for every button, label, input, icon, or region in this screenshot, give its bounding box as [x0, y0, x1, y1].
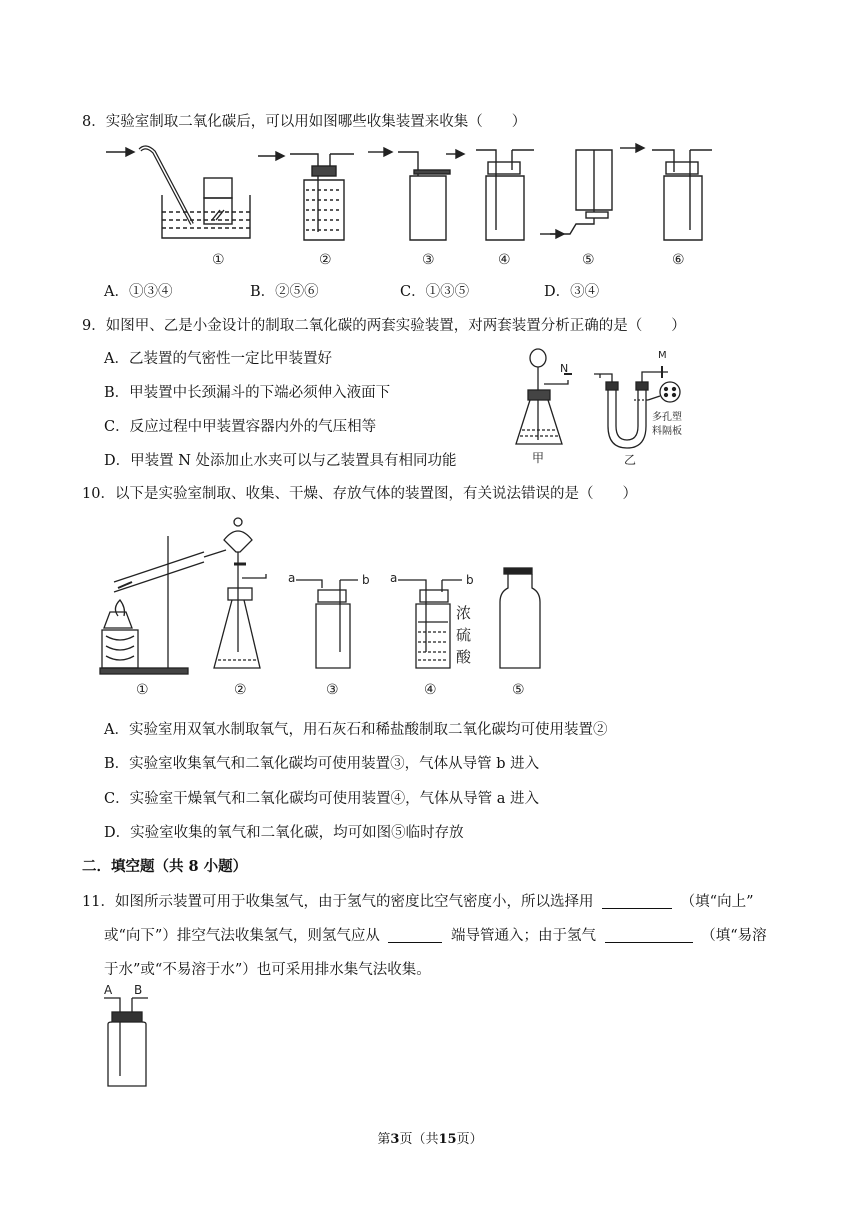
fig-label: ① [136, 682, 149, 698]
fig-label: ② [234, 682, 247, 698]
q11-line1-text-b: （填“向上” [680, 894, 754, 910]
arrow-icon [106, 148, 134, 156]
fig-label: ④ [498, 252, 511, 268]
q8-option-c[interactable]: C．①③⑤ [400, 284, 470, 300]
footer-mid: 页（共 [399, 1132, 439, 1147]
apparatus-5-covered-bottle [500, 568, 540, 668]
q11-line1-text-a: 11．如图所示装置可用于收集氢气，由于氢气的密度比空气密度小，所以选择用 [82, 894, 594, 910]
fig-label: ① [212, 252, 225, 268]
tube-b-label: b [362, 573, 370, 587]
fig-label: ⑤ [512, 682, 525, 698]
q11-line2-text-b: 端导管通入；由于氢气 [451, 928, 597, 944]
acid-label-2: 硫 [456, 626, 472, 644]
q11-line2-text-a: 或“向下”）排空气法收集氢气，则氢气应从 [104, 928, 380, 944]
apparatus-3-bottle-glass-plate [398, 152, 450, 240]
q11-line2 [104, 924, 767, 945]
fig-label: ⑥ [672, 252, 685, 268]
acid-label-3: 酸 [456, 648, 472, 666]
label-porous-plate-1: 多孔塑 [652, 412, 682, 423]
page-footer [0, 1128, 860, 1147]
apparatus-4-acid-bottle [398, 580, 462, 668]
label-m: M [658, 350, 667, 361]
footer-page-number: 3 [390, 1132, 400, 1147]
q9-option-d[interactable]: D．甲装置 N 处添加止水夹可以与乙装置具有相同功能 [104, 453, 457, 469]
label-b: B [134, 983, 143, 997]
arrow-icon [258, 152, 284, 160]
label-n: N [560, 362, 569, 375]
q8-option-d[interactable]: D．③④ [544, 284, 600, 300]
q10-option-a[interactable]: A．实验室用双氧水制取氧气，用石灰石和稀盐酸制取二氧化碳均可使用装置② [104, 722, 608, 738]
q9-option-c[interactable]: C．反应过程中甲装置容器内外的气压相等 [104, 419, 377, 435]
q10-option-d[interactable]: D．实验室收集的氧气和二氧化碳，均可如图⑤临时存放 [104, 825, 464, 841]
fig-label: ④ [424, 682, 437, 698]
q11-blank-2[interactable] [388, 928, 442, 944]
q8-option-b[interactable]: B．②⑤⑥ [250, 284, 319, 300]
label-a: A [104, 983, 113, 997]
q11-line2-text-c: （填“易溶 [701, 928, 767, 944]
q9-option-b[interactable]: B．甲装置中长颈漏斗的下端必须伸入液面下 [104, 385, 391, 401]
section-title: 二．填空题（共 8 小题） [82, 858, 248, 875]
footer-total-pages: 15 [438, 1132, 457, 1147]
q11-figure [96, 982, 160, 1092]
apparatus-2-bottle-water [290, 154, 354, 240]
label-yi: 乙 [624, 453, 637, 467]
tube-a-label: a [288, 571, 296, 585]
q8-figure [100, 140, 720, 270]
q11-blank-3[interactable] [605, 928, 693, 944]
arrow-icon [368, 148, 392, 156]
q8-option-a[interactable]: A．①③④ [104, 284, 173, 300]
footer-post: 页） [456, 1132, 483, 1147]
q9-stem: 9．如图甲、乙是小金设计的制取二氧化碳的两套实验装置，对两套装置分析正确的是（ ） [82, 318, 686, 334]
q11-line3: 于水”或“不易溶于水”）也可采用排水集气法收集。 [104, 962, 431, 978]
apparatus-2-separatory-funnel [214, 518, 266, 668]
apparatus-5-inverted-bottle [540, 144, 644, 238]
arrow-icon [446, 150, 464, 158]
label-porous-plate-2: 料隔板 [652, 426, 682, 437]
q9-option-a[interactable]: A．乙装置的气密性一定比甲装置好 [104, 351, 332, 367]
label-jia: 甲 [532, 451, 545, 465]
q10-stem: 10．以下是实验室制取、收集、干燥、存放气体的装置图，有关说法错误的是（ ） [82, 486, 637, 502]
footer-pre: 第 [377, 1132, 391, 1147]
fig-label: ② [319, 252, 332, 268]
tube-a-label: a [390, 571, 398, 585]
q8-stem: 8．实验室制取二氧化碳后，可以用如图哪些收集装置来收集（ ） [82, 114, 527, 130]
q10-option-b[interactable]: B．实验室收集氧气和二氧化碳均可使用装置③，气体从导管 b 进入 [104, 756, 540, 772]
fig-label: ③ [422, 252, 435, 268]
q11-blank-1[interactable] [602, 894, 672, 910]
apparatus-1-heating [100, 536, 226, 674]
q10-option-c[interactable]: C．实验室干燥氧气和二氧化碳均可使用装置④，气体从导管 a 进入 [104, 791, 539, 807]
fig-label: ⑤ [582, 252, 595, 268]
q10-figure [96, 512, 556, 702]
q11-line1 [82, 890, 754, 911]
apparatus-6-bottle-short-tube [652, 150, 712, 240]
acid-label-1: 浓 [456, 604, 472, 622]
apparatus-1-water-trough [140, 147, 250, 238]
q9-figure [512, 344, 712, 468]
tube-b-label: b [466, 573, 474, 587]
apparatus-4-bottle-long-tube [476, 150, 534, 240]
apparatus-3-empty-bottle [296, 580, 358, 668]
fig-label: ③ [326, 682, 339, 698]
